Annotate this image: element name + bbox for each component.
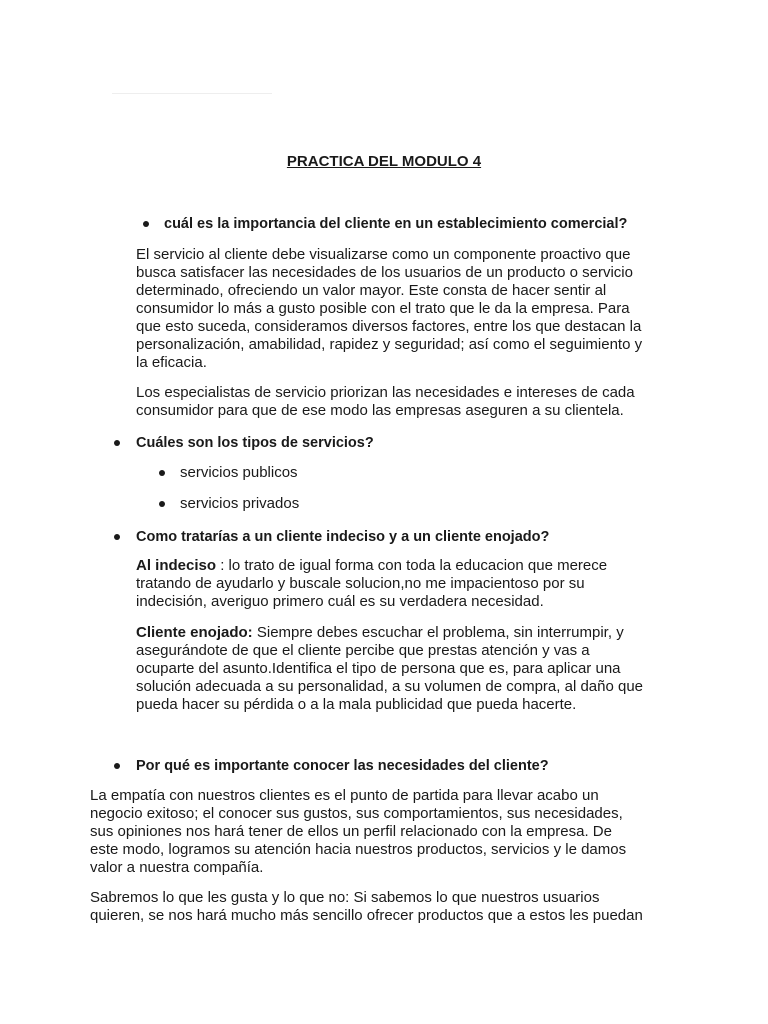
indeciso-label: Al indeciso [136,557,217,574]
document-title: PRACTICA DEL MODULO 4 [286,153,482,170]
enojado-text: Siempre debes escuchar el problema, sin interrumpir, y asegurándote de que el cliente percibe que prestas atención y vas a ocuparte del asunto.Identifica el tipo de persona que es, para aplicar una solución adecuada a su personalidad, a su volumen de compra, al daño que pueda hacer su pérdida o a la mala publicidad que pueda hacerte. [136,624,644,713]
q1-paragraph-2: Los especialistas de servicio priorizan las necesidades e intereses de cada consumidor para que de ese modo las empresas aseguren a su clientela. [136,384,635,419]
q4-paragraph-1: La empatía con nuestros clientes es el punto de partida para llevar acabo un negocio exitoso; el conocer sus gustos, sus comportamientos, sus necesidades, sus opiniones nos hará tener de ellos un perfil relacionado con la empresa. De este modo, logramos su atención hacia nuestros productos, servicios y le damos valor a nuestra compañía. [90,787,627,876]
bullet-icon [114,534,120,540]
q4-paragraph-2: Sabremos lo que les gusta y lo que no: Si sabemos lo que nuestros usuarios quieren, se nos hará mucho más sencillo ofrecer productos que a estos les puedan [90,889,643,924]
q3-enojado-paragraph [136,624,643,714]
question-1: cuál es la importancia del cliente en un establecimiento comercial? [164,216,628,232]
bullet-icon [159,470,165,476]
q3-indeciso-paragraph [136,557,607,611]
question-2: Cuáles son los tipos de servicios? [136,435,374,451]
bullet-icon [114,440,120,446]
enojado-label: Cliente enojado: [136,624,253,641]
question-3: Como tratarías a un cliente indeciso y a un cliente enojado? [136,529,550,545]
list-item: servicios publicos [180,464,298,481]
indeciso-text: : lo trato de igual forma con toda la educacion que merece tratando de ayudarlo y buscale solucion,no me impacientoso por su indecisión, averiguo primero cuál es su verdadera necesidad. [136,557,608,610]
list-item: servicios privados [180,495,300,512]
bullet-icon [159,501,165,507]
bullet-icon [114,763,120,769]
question-4: Por qué es importante conocer las necesidades del cliente? [136,758,549,774]
q1-paragraph-1: El servicio al cliente debe visualizarse como un componente proactivo que busca satisfacer las necesidades de los usuarios de un producto o servicio determinado, ofreciendo un valor mayor. Este consta de hacer sentir al consumidor lo más a gusto posible con el trato que le da la empresa. Para que esto suceda, consideramos diversos factores, entre los que destacan la personalización, amabilidad, rapidez y seguridad; así como el seguimiento y la eficacia. [136,246,643,371]
header-rule [112,93,272,94]
bullet-icon [143,221,149,227]
